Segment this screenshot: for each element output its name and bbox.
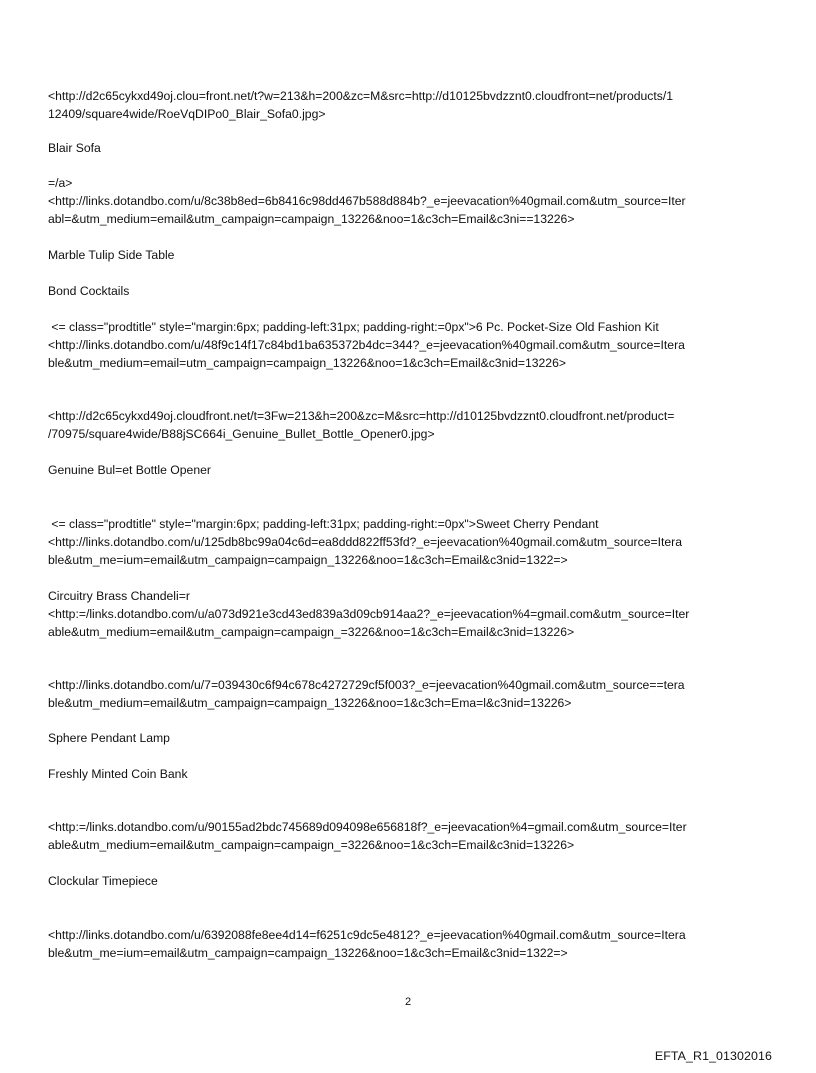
image-url-blair-sofa: <http://d2c65cykxd49oj.clou=front.net/t?w=213&h=200&zc=M&src=http://d10125bvdzznt0.cloudfront=net/products/1 12409/square4wide/RoeVqDIPo0_Blair_Sofa0.jpg> — [48, 89, 674, 121]
product-title-bottle-opener: Genuine Bul=et Bottle Opener — [48, 463, 211, 477]
link-marble-tulip-side-table: =/a> <http://links.dotandbo.com/u/8c38b8ed=6b8416c98dd467b588d884b?_e=jeevacation%40gmail.com&utm_source=Iter abl=&utm_medium=email&utm_campaign=campaign_13226&noo=1&c3ch=Email&c3ni==13226> — [48, 176, 686, 226]
document-id: EFTA_R1_01302016 — [654, 1049, 772, 1063]
link-circuitry-brass-chandelier: Circuitry Brass Chandeli=r <http:=/links.dotandbo.com/u/a073d921e3cd43ed839a3d09cb914aa2?_e=jeevacation%4=gmail.com&utm_source=Iter able&utm_medium=email&utm_campaign=campaign_=3226&noo=1&c3ch=Email&c3nid=13226> — [48, 589, 690, 639]
link-sphere-pendant-lamp: <http://links.dotandbo.com/u/7=039430c6f94c678c4272729cf5f003?_e=jeevacation%40gmail.com&utm_source==tera ble&utm_medium=email&utm_campaign=campaign_13226&noo=1&c3ch=Ema=l&c3nid=13226> — [48, 678, 685, 710]
link-clockular-timepiece: <http://links.dotandbo.com/u/6392088fe8ee4d14=f6251c9dc5e4812?_e=jeevacation%40gmail.com&utm_source=Itera ble&utm_me=ium=email&utm_campaign=campaign_13226&noo=1&c3ch=Email&c3nid=1322=> — [48, 928, 686, 960]
product-title-sphere-pendant-lamp: Sphere Pendant Lamp — [48, 731, 170, 745]
link-coin-bank: <http:=/links.dotandbo.com/u/90155ad2bdc745689d094098e656818f?_e=jeevacation%4=gmail.com&utm_source=Iter able&utm_medium=email&utm_campaign=campaign_=3226&noo=1&c3ch=Email&c3nid=13226> — [48, 820, 687, 852]
product-title-bond-cocktails: Bond Cocktails — [48, 284, 130, 298]
link-sweet-cherry-pendant: <= class="prodtitle" style="margin:6px; padding-left:31px; padding-right:=0px">Sweet Cherry Pendant <http://links.dotandbo.com/u/125db8bc99a04c6d=ea8ddd822ff53fd?_e=jeevacation%40gmail.com&utm_source=Itera ble&utm_me=ium=email&utm_campaign=campaign_13226&noo=1&c3ch=Email&c3nid=1322=> — [48, 517, 682, 567]
product-title-marble-tulip-side-table: Marble Tulip Side Table — [48, 248, 175, 262]
product-title-coin-bank: Freshly Minted Coin Bank — [48, 767, 188, 781]
product-title-blair-sofa: Blair Sofa — [48, 141, 101, 155]
image-url-bottle-opener: <http://d2c65cykxd49oj.cloudfront.net/t=3Fw=213&h=200&zc=M&src=http://d10125bvdzznt0.cloudfront.net/product= /70975/square4wide/B88jSC664i_Genuine_Bullet_Bottle_Opener0.jpg> — [48, 409, 675, 441]
product-title-clockular-timepiece: Clockular Timepiece — [48, 874, 158, 888]
page-number: 2 — [404, 996, 412, 1008]
link-pocket-size-old-fashion-kit: <= class="prodtitle" style="margin:6px; padding-left:31px; padding-right:=0px">6 Pc. Pocket-Size Old Fashion Kit <http://links.dotandbo.com/u/48f9c14f17c84bd1ba635372b4dc=344?_e=jeevacation%40gmail.com&utm_source=Itera ble&utm_medium=email=utm_campaign=campaign_13226&noo=1&c3ch=Email&c3nid=13226> — [48, 320, 685, 370]
